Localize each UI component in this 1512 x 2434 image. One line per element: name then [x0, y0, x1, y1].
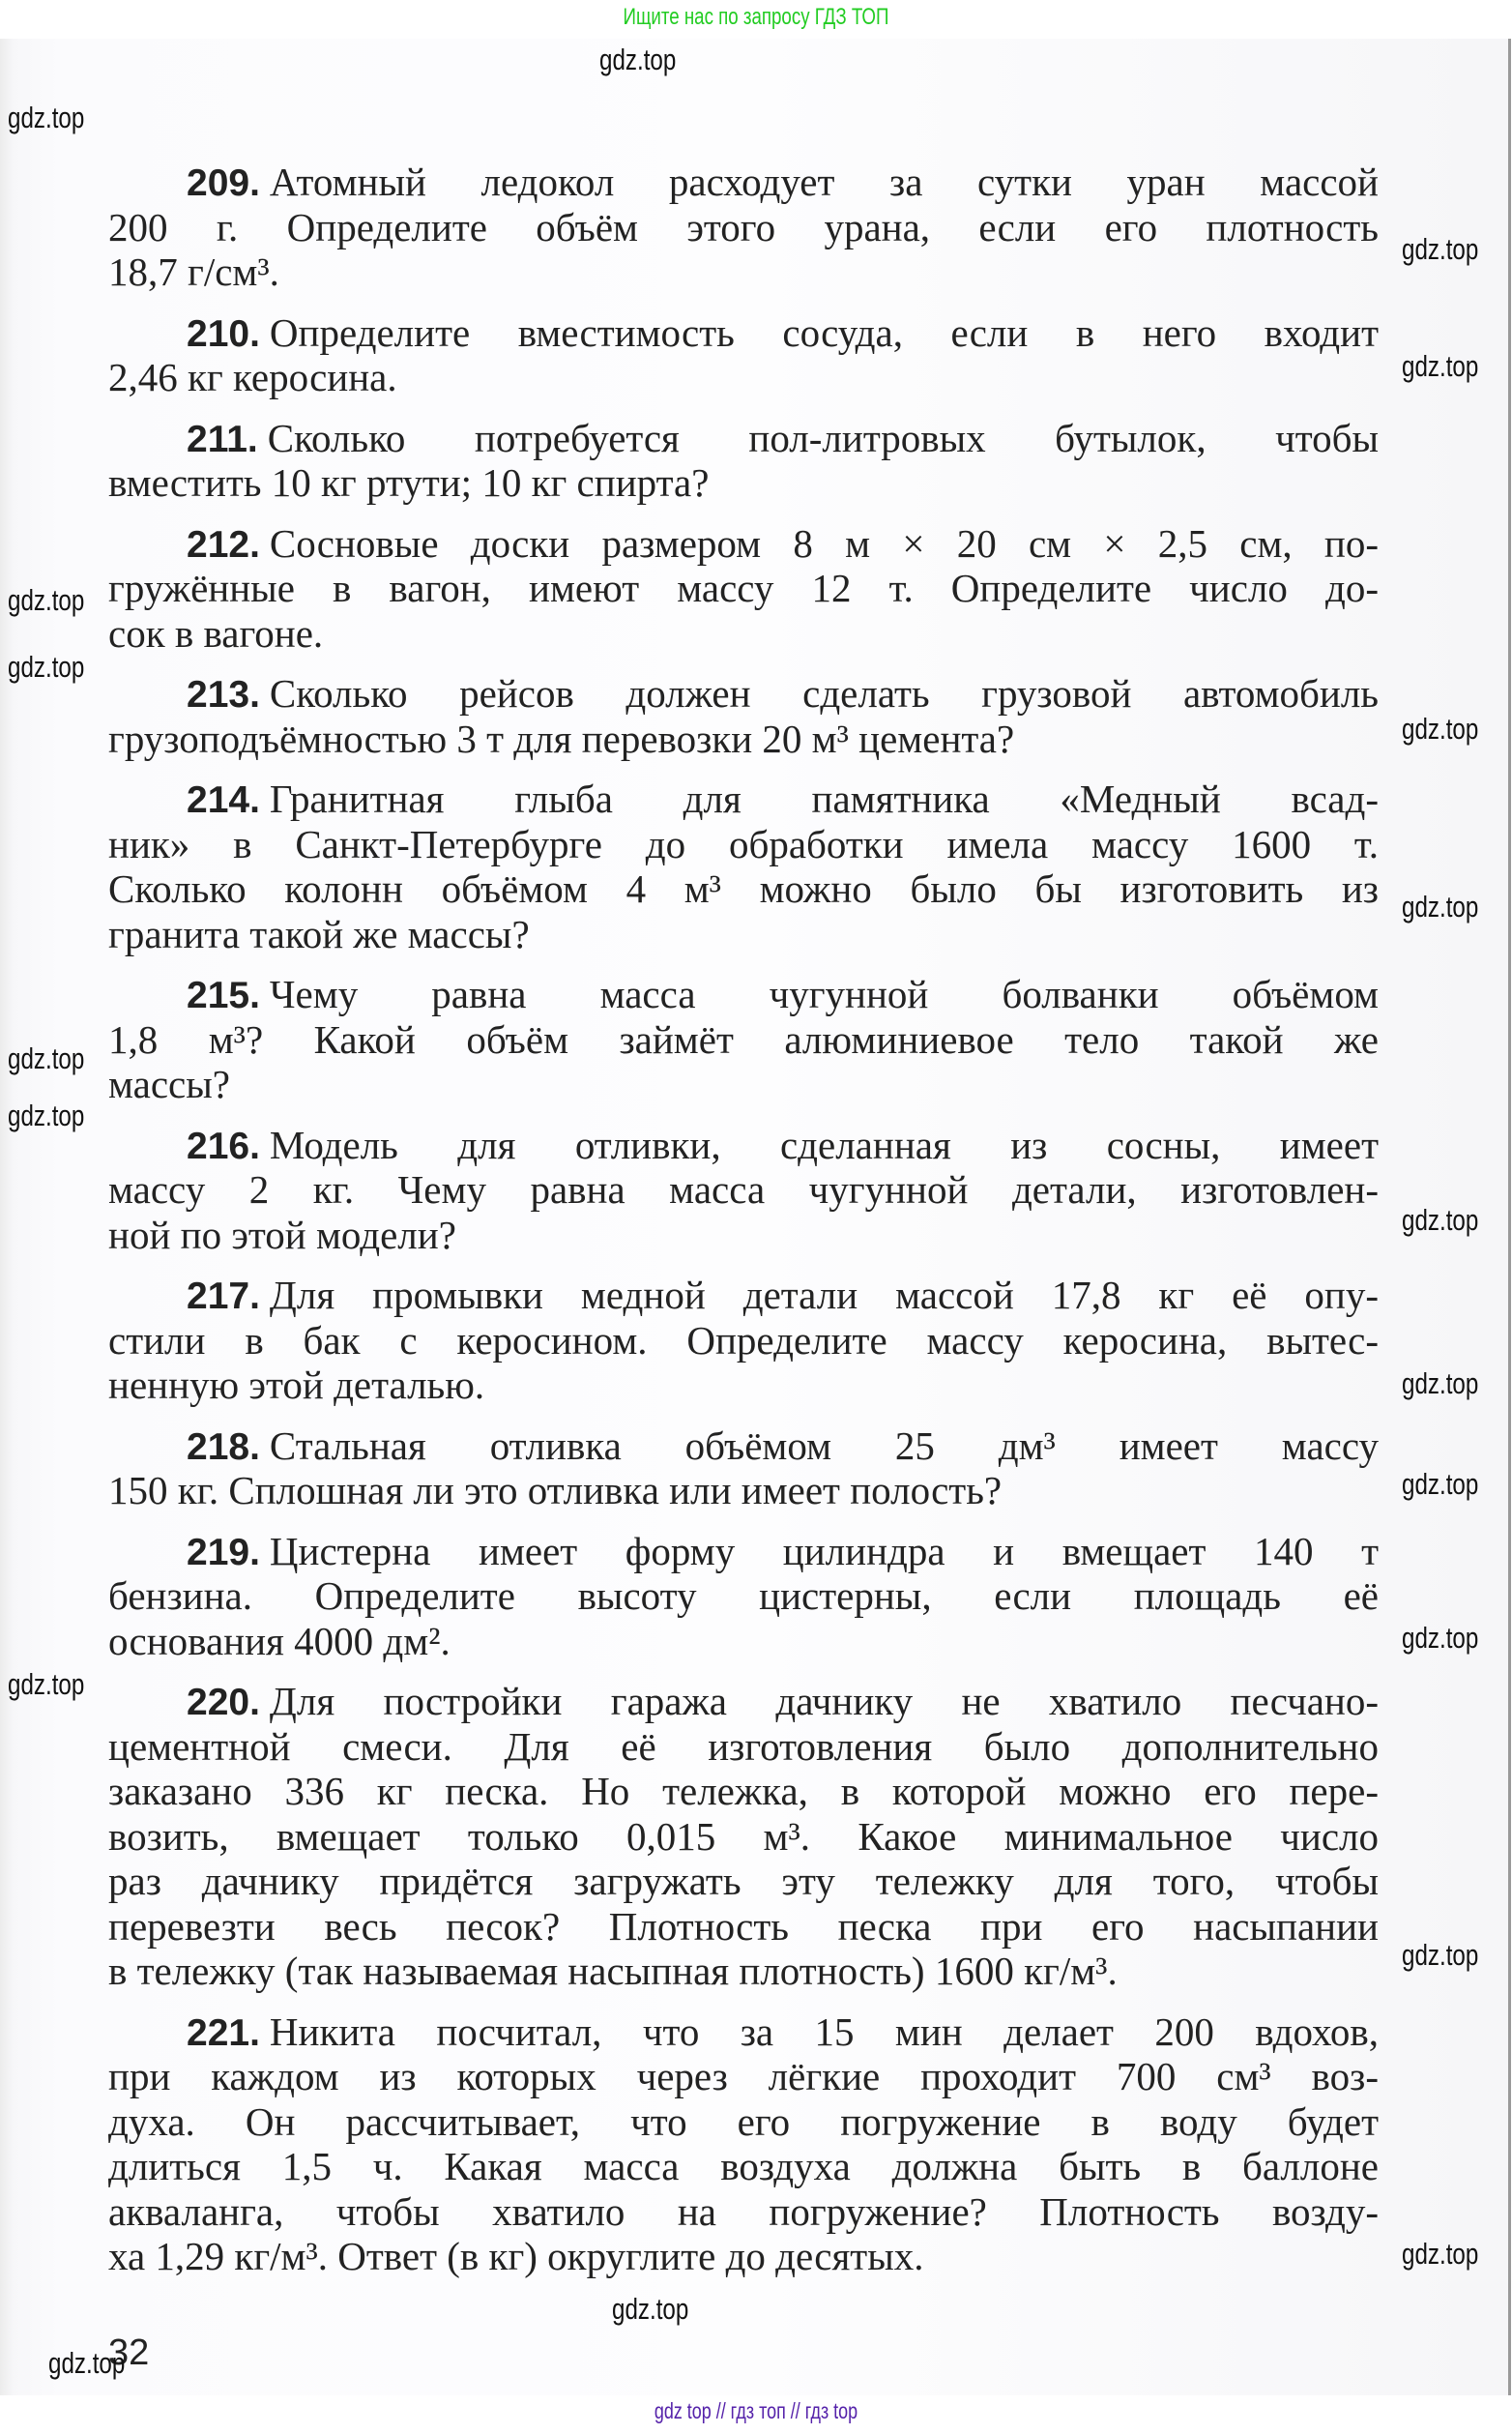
problem-text: раз дачнику придётся загружать эту тележку для того, чтобы: [108, 1859, 1379, 1903]
problem-line: [108, 1573, 1379, 1619]
watermark-label: gdz.top: [612, 2292, 689, 2326]
problem-line: [108, 1167, 1379, 1213]
page-number: 32: [108, 2332, 150, 2373]
problem-text: возить, вмещает только 0,015 м³. Какое минимальное число: [108, 1813, 1379, 1859]
problem-line: [108, 1318, 1379, 1364]
problem-line: [108, 1529, 1379, 1574]
problem-line: [108, 1904, 1379, 1950]
problem-text: ник» в Санкт-Петербурге до обработки имела массу 1600 т.: [108, 821, 1379, 866]
problem-text: Сколько потребуется пол-литровых бутылок, чтобы: [267, 415, 1379, 460]
problem-number: 209.: [187, 162, 260, 204]
watermark-label: gdz.top: [1402, 890, 1479, 924]
problem-number: 218.: [187, 1425, 260, 1468]
problem-line: [108, 1062, 1379, 1107]
problem-text: Для промывки медной детали массой 17,8 кг её опу-: [269, 1273, 1379, 1317]
watermark-label: gdz.top: [8, 1099, 85, 1132]
problem-line: [108, 160, 1379, 205]
problem-line: [108, 1619, 1379, 1664]
problem-text: в тележку (так называемая насыпная плотность) 1600 кг/м³.: [108, 1949, 1118, 1993]
problem-line: [108, 1949, 1379, 1994]
problem-text: массу 2 кг. Чему равна масса чугунной детали, изготовлен-: [108, 1167, 1379, 1212]
problem-line: [108, 1814, 1379, 1860]
problem-line: [108, 249, 1379, 295]
problem-text: ненную этой деталью.: [108, 1363, 485, 1407]
watermark-label: gdz.top: [1402, 712, 1479, 746]
problem-217: [108, 1273, 1379, 1408]
problem-number: 220.: [187, 1682, 260, 1723]
problem-line: [108, 566, 1379, 611]
problem-text: заказано 336 кг песка. Но тележка, в которой можно его пере-: [108, 1769, 1379, 1813]
problem-number: 216.: [187, 1125, 260, 1167]
search-hint-banner[interactable]: Ищите нас по запросу ГДЗ ТОП: [623, 4, 889, 30]
problem-text: грузоподъёмностью 3 т для перевозки 20 м³ цемента?: [108, 716, 1015, 761]
problem-text: духа. Он рассчитывает, что его погружение в воду будет: [108, 2098, 1379, 2144]
problem-line: [108, 777, 1379, 822]
problem-text: Сколько колонн объёмом 4 м³ можно было бы изготовить из: [108, 866, 1379, 911]
problem-line: [108, 2099, 1379, 2145]
problem-text: цементной смеси. Для её изготовления было дополнительно: [108, 1723, 1379, 1769]
problem-line: [108, 2009, 1379, 2055]
problem-215: [108, 972, 1379, 1107]
problem-text: 200 г. Определите объём этого урана, если его плотность: [108, 204, 1379, 249]
problem-text: Стальная отливка объёмом 25 дм³ имеет массу: [269, 1422, 1379, 1468]
problem-line: [108, 866, 1379, 912]
problem-number: 219.: [187, 1531, 260, 1573]
problem-line: [108, 1859, 1379, 1904]
problem-text: бензина. Определите высоту цистерны, если площадь её: [108, 1573, 1379, 1618]
watermark-label: gdz.top: [8, 583, 85, 617]
problem-221: [108, 2009, 1379, 2279]
watermark-label: gdz.top: [1402, 1467, 1479, 1501]
problem-text: массы?: [108, 1062, 231, 1106]
problem-text: 150 кг. Сплошная ли это отливка или имеет полость?: [108, 1468, 1003, 1512]
problem-line: [108, 2189, 1379, 2235]
problem-number: 212.: [187, 523, 260, 566]
problem-209: [108, 160, 1379, 295]
problem-line: [108, 205, 1379, 250]
problem-220: [108, 1679, 1379, 1994]
problem-number: 217.: [187, 1276, 260, 1317]
problem-text: Цистерна имеет форму цилиндра и вмещает 140 т: [269, 1528, 1379, 1573]
problem-text: вместить 10 кг ртути; 10 кг спирта?: [108, 460, 710, 505]
watermark-label: gdz.top: [1402, 1621, 1479, 1655]
problem-line: [108, 717, 1379, 762]
problem-text: 1,8 м³? Какой объём займёт алюминиевое тело такой же: [108, 1016, 1379, 1062]
problem-list: [108, 160, 1379, 2295]
problem-line: [108, 2054, 1379, 2099]
problem-text: сок в вагоне.: [108, 610, 324, 656]
problem-number: 214.: [187, 779, 260, 821]
problem-number: 215.: [187, 975, 260, 1016]
watermark-label: gdz.top: [8, 1667, 85, 1701]
problem-line: [108, 1724, 1379, 1770]
watermark-label: gdz.top: [1402, 1366, 1479, 1400]
problem-216: [108, 1123, 1379, 1258]
problem-text: Чему равна масса чугунной болванки объёмом: [269, 972, 1379, 1016]
problem-211: [108, 416, 1379, 506]
problem-number: 210.: [187, 312, 260, 355]
problem-text: Модель для отливки, сделанная из сосны, имеет: [269, 1122, 1379, 1167]
problem-213: [108, 671, 1379, 761]
problem-line: [108, 1123, 1379, 1168]
problem-line: [108, 521, 1379, 567]
problem-line: [108, 1423, 1379, 1469]
problem-text: ха 1,29 кг/м³. Ответ (в кг) округлите до десятых.: [108, 2234, 924, 2278]
footer-banner[interactable]: gdz top // гдз топ // гдз top: [654, 2398, 858, 2423]
problem-line: [108, 1273, 1379, 1318]
problem-text: гружённые в вагон, имеют массу 12 т. Определите число до-: [108, 566, 1379, 610]
problem-text: основания 4000 дм².: [108, 1618, 451, 1663]
problem-text: ной по этой модели?: [108, 1212, 456, 1257]
problem-text: Определите вместимость сосуда, если в него входит: [269, 309, 1379, 355]
problem-line: [108, 671, 1379, 717]
problem-214: [108, 777, 1379, 956]
problem-line: [108, 460, 1379, 506]
watermark-label: gdz.top: [48, 2346, 126, 2380]
problem-text: Атомный ледокол расходует за сутки уран массой: [269, 160, 1379, 204]
problem-212: [108, 521, 1379, 657]
problem-text: Для постройки гаража дачнику не хватило песчано-: [269, 1679, 1379, 1723]
problem-number: 221.: [187, 2011, 260, 2054]
problem-line: [108, 416, 1379, 461]
watermark-label: gdz.top: [8, 1041, 85, 1075]
problem-text: 2,46 кг керосина.: [108, 355, 397, 399]
problem-text: 18,7 г/см³.: [108, 249, 279, 294]
problem-line: [108, 1017, 1379, 1063]
problem-text: гранита такой же массы?: [108, 911, 530, 956]
textbook-page: [0, 39, 1511, 2395]
problem-line: [108, 1363, 1379, 1408]
problem-line: [108, 822, 1379, 867]
problem-218: [108, 1423, 1379, 1513]
problem-219: [108, 1529, 1379, 1664]
watermark-label: gdz.top: [8, 101, 85, 134]
watermark-label: gdz.top: [599, 43, 677, 76]
watermark-label: gdz.top: [1402, 1938, 1479, 1972]
problem-line: [108, 1468, 1379, 1513]
problem-line: [108, 355, 1379, 400]
problem-text: перевезти весь песок? Плотность песка при его насыпании: [108, 1903, 1379, 1949]
problem-line: [108, 972, 1379, 1017]
problem-text: Никита посчитал, что за 15 мин делает 200 вдохов,: [269, 2009, 1379, 2054]
problem-line: [108, 611, 1379, 657]
problem-line: [108, 912, 1379, 957]
watermark-label: gdz.top: [1402, 232, 1479, 266]
problem-text: при каждом из которых через лёгкие проходит 700 см³ воз-: [108, 2054, 1379, 2098]
problem-text: Гранитная глыба для памятника «Медный всад-: [269, 777, 1379, 821]
problem-line: [108, 310, 1379, 356]
problem-text: акваланга, чтобы хватило на погружение? Плотность возду-: [108, 2188, 1379, 2234]
problem-text: Сколько рейсов должен сделать грузовой автомобиль: [269, 671, 1379, 716]
problem-text: стили в бак с керосином. Определите массу керосина, вытес-: [108, 1317, 1379, 1363]
problem-line: [108, 1679, 1379, 1724]
watermark-label: gdz.top: [1402, 349, 1479, 383]
problem-line: [108, 2144, 1379, 2189]
watermark-label: gdz.top: [1402, 1203, 1479, 1237]
problem-210: [108, 310, 1379, 400]
problem-number: 213.: [187, 674, 260, 716]
problem-text: Сосновые доски размером 8 м × 20 см × 2,5 см, по-: [269, 520, 1379, 566]
watermark-label: gdz.top: [8, 650, 85, 684]
problem-number: 211.: [187, 418, 258, 460]
problem-text: длиться 1,5 ч. Какая масса воздуха должна быть в баллоне: [108, 2144, 1379, 2188]
problem-line: [108, 1213, 1379, 1258]
problem-line: [108, 2234, 1379, 2279]
watermark-label: gdz.top: [1402, 2237, 1479, 2271]
problem-line: [108, 1769, 1379, 1814]
